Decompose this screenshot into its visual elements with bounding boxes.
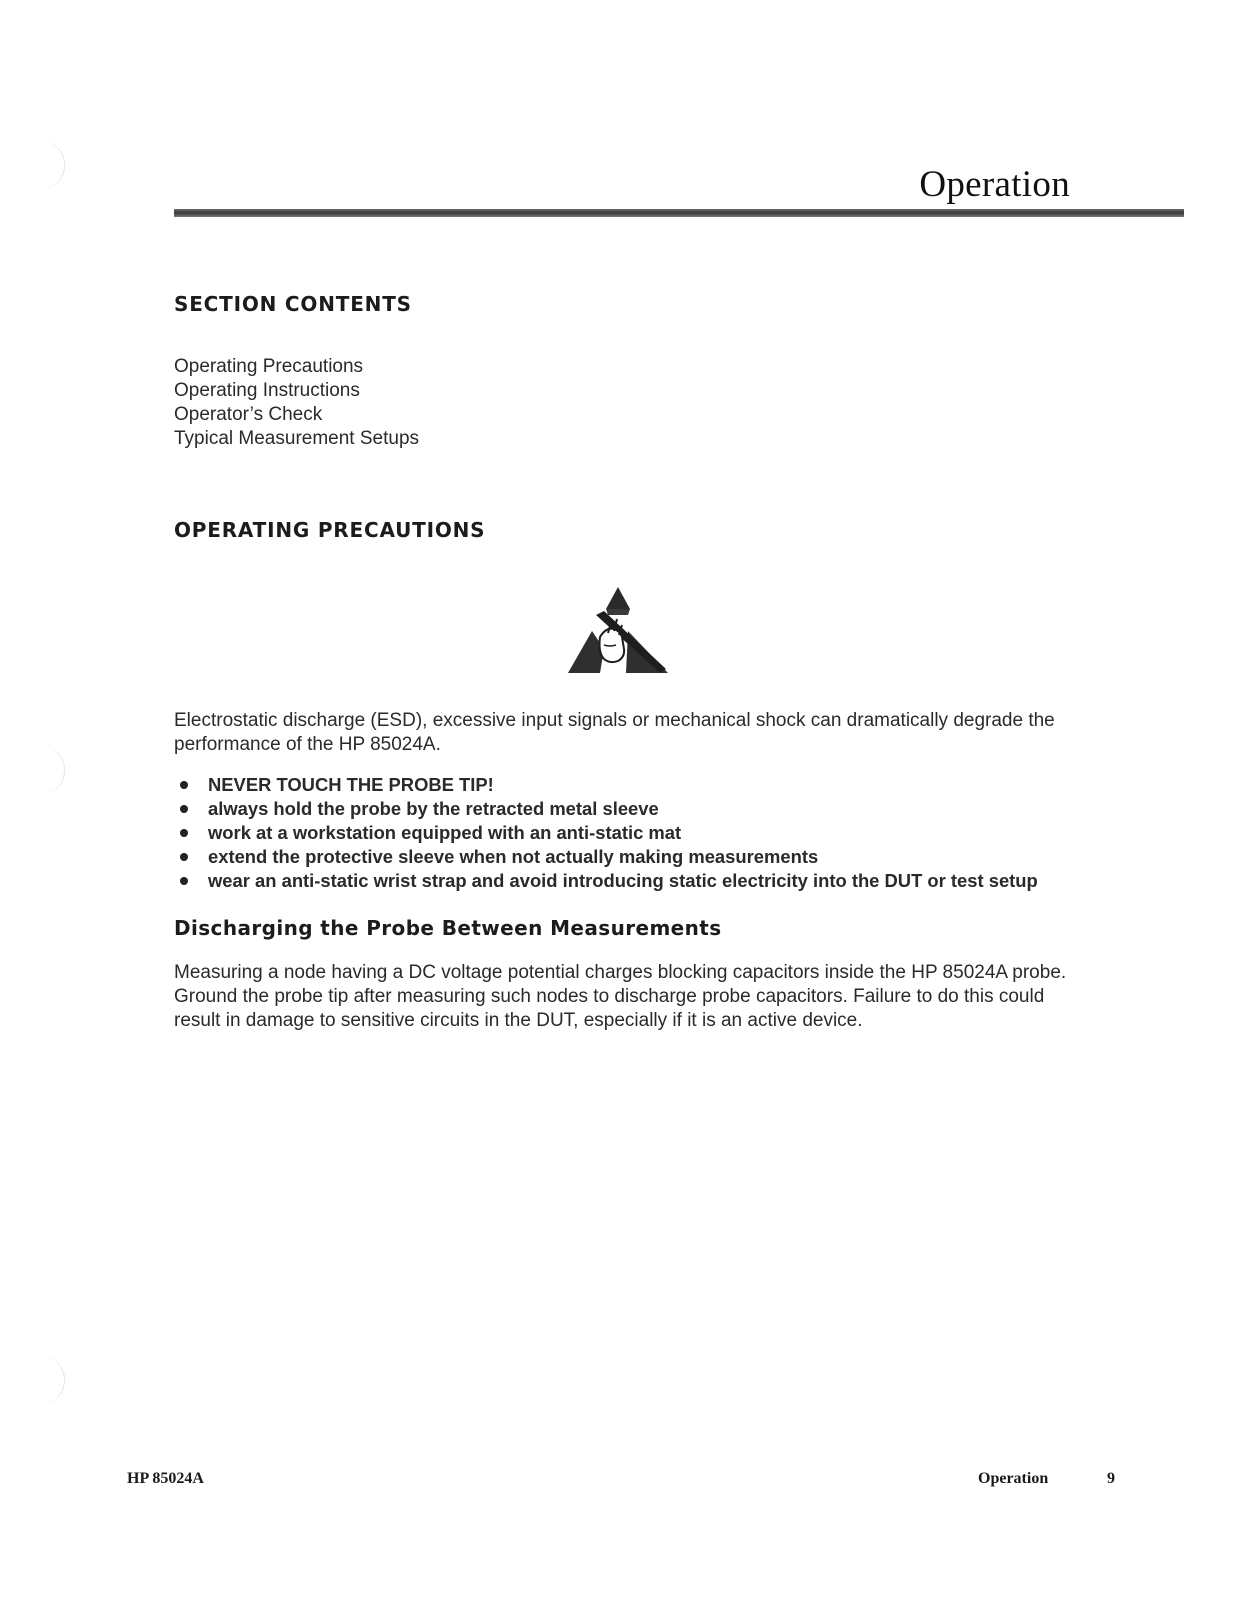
footer-section-name: Operation [978,1470,1049,1487]
list-item [174,797,1038,821]
list-item-text: wear an anti-static wrist strap and avoid introducing static electricity into the DUT or test setup [208,870,1038,891]
operating-precautions-heading: OPERATING PRECAUTIONS [174,518,486,542]
list-item-text: always hold the probe by the retracted metal sleeve [208,798,659,819]
contents-item: Typical Measurement Setups [174,428,420,449]
footer-model: HP 85024A [127,1470,204,1487]
list-item [174,845,1038,869]
section-contents-heading: SECTION CONTENTS [174,292,412,316]
bullet-icon [180,805,188,813]
chapter-title: Operation [919,164,1070,205]
list-item [174,773,1038,797]
contents-item: Operating Precautions [174,356,364,377]
esd-paragraph: Electrostatic discharge (ESD), excessive input signals or mechanical shock can dramatically degrade the performance of the HP 85024A. [174,710,1055,755]
list-item-text: work at a workstation equipped with an anti-static mat [208,822,682,843]
list-item [174,869,1038,893]
discharging-paragraph: Measuring a node having a DC voltage potential charges blocking capacitors inside the HP 85024A probe. Ground the probe tip after measuring such nodes to discharge probe capacitors. Failure to do this could result in damage to sensitive circuits in the DUT, especially if it is an active device. [174,962,1067,1031]
header-rule [174,209,1184,217]
contents-item: Operator’s Check [174,404,323,425]
list-item [174,821,1038,845]
list-item-text: NEVER TOUCH THE PROBE TIP! [208,774,494,795]
bullet-icon [180,829,188,837]
bullet-icon [180,781,188,789]
section-contents-list [174,355,419,451]
bullet-icon [180,853,188,861]
punch-hole-mark [30,745,65,795]
precautions-list [174,773,1038,893]
esd-sensitive-hand-icon [566,585,670,677]
punch-hole-mark [30,140,65,190]
list-item-text: extend the protective sleeve when not actually making measurements [208,846,819,867]
discharging-heading: Discharging the Probe Between Measurements [174,916,722,940]
page-number: 9 [1107,1470,1115,1487]
bullet-icon [180,877,188,885]
contents-item: Operating Instructions [174,380,360,401]
punch-hole-mark [30,1355,65,1405]
